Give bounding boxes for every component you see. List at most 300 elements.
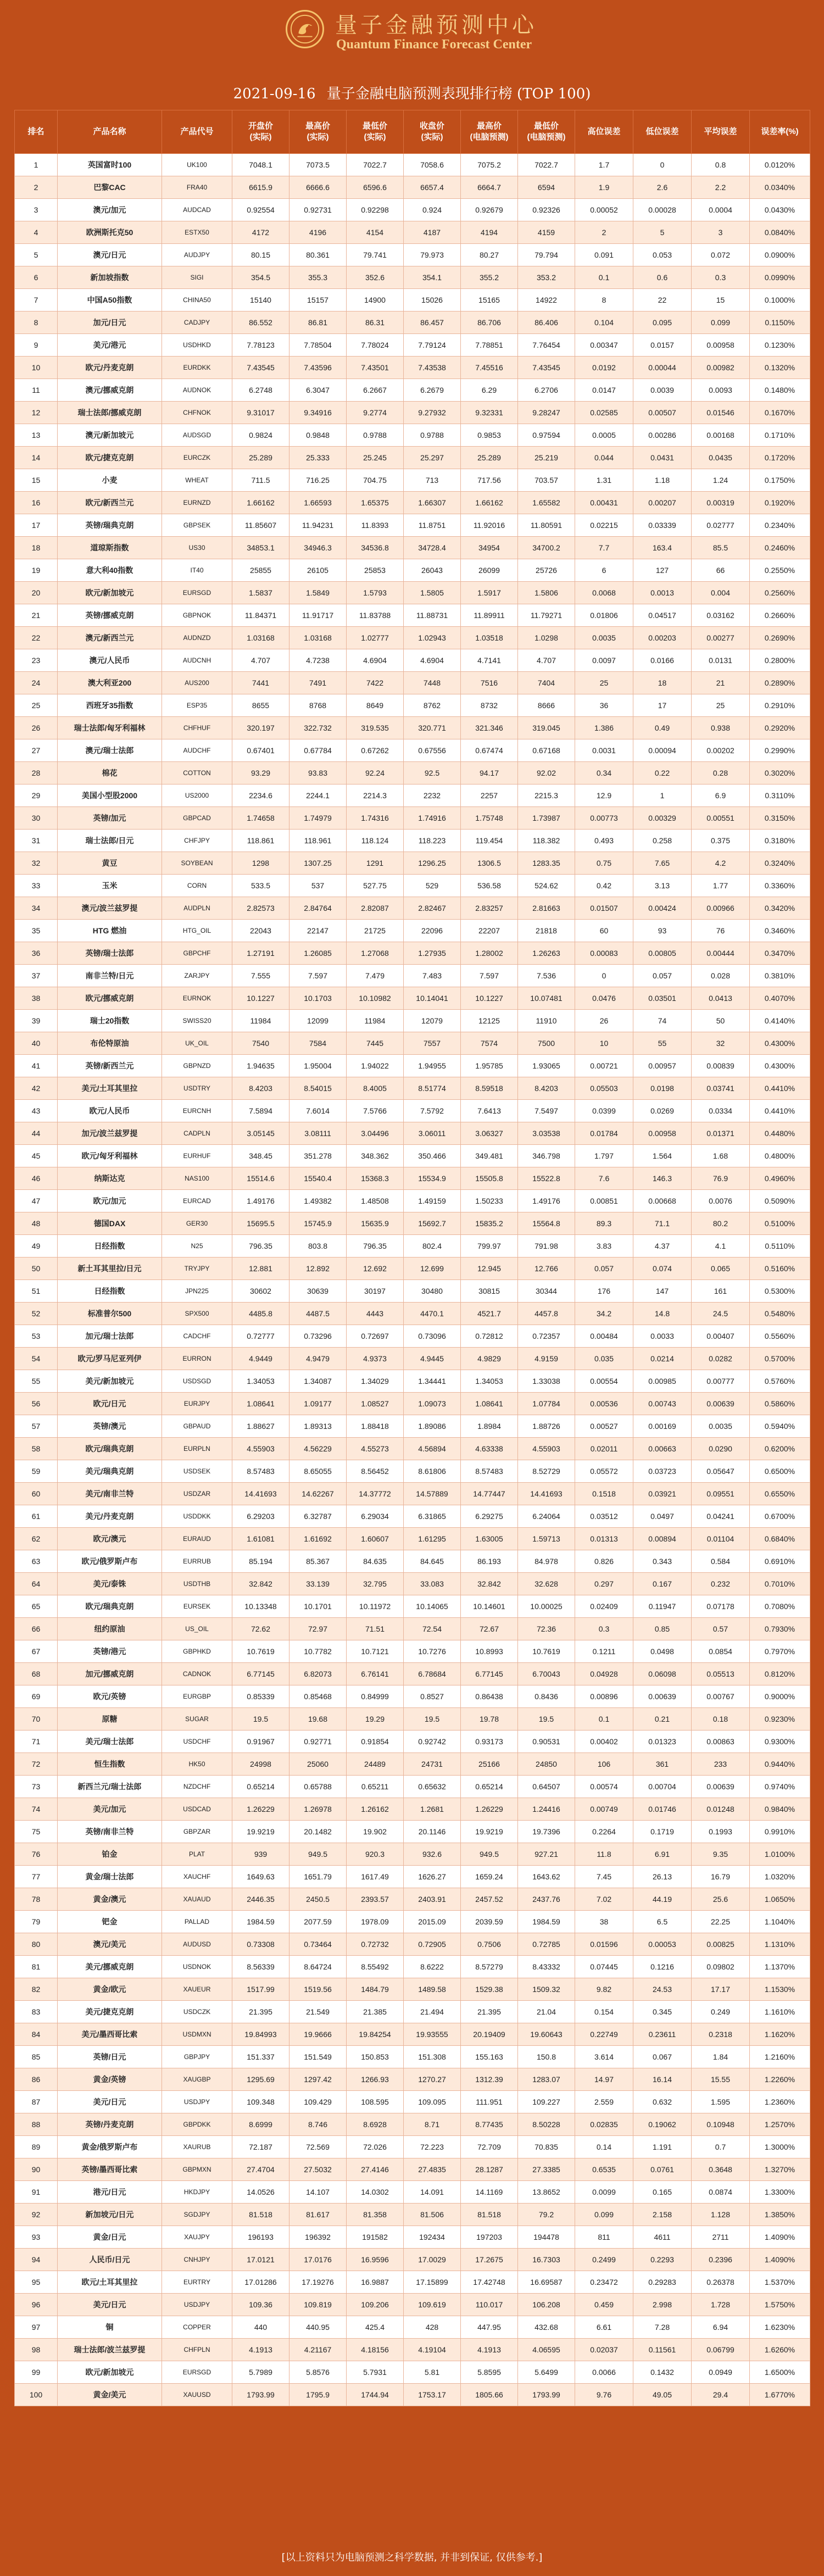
cell-product-name: 钯金 (58, 1911, 162, 1933)
cell-error-rate: 0.1230% (750, 334, 810, 357)
cell-product-code: COPPER (162, 2316, 232, 2339)
cell-open-actual: 6615.9 (232, 176, 289, 199)
table-row (15, 2384, 810, 2406)
cell-close-actual: 1626.27 (404, 1866, 461, 1888)
cell-low-error: 1 (633, 785, 692, 807)
cell-product-code: US2000 (162, 785, 232, 807)
cell-close-actual: 5.81 (404, 2361, 461, 2384)
cell-product-code: US30 (162, 537, 232, 559)
cell-product-name: 美国小型股2000 (58, 785, 162, 807)
cell-error-rate: 0.8120% (750, 1663, 810, 1685)
cell-open-actual: 25.289 (232, 447, 289, 469)
cell-product-code: N25 (162, 1235, 232, 1258)
cell-product-code: GBPNZD (162, 1055, 232, 1077)
cell-low-error: 0.053 (633, 244, 692, 266)
cell-close-actual: 529 (404, 875, 461, 897)
cell-high-predicted: 8.57279 (461, 1956, 518, 1978)
cell-high-actual: 440.95 (289, 2316, 347, 2339)
cell-high-error: 89.3 (575, 1212, 633, 1235)
cell-high-actual: 80.361 (289, 244, 347, 266)
cell-high-predicted: 4.1913 (461, 2339, 518, 2361)
table-row (15, 897, 810, 920)
cell-product-name: 瑞士20指数 (58, 1010, 162, 1032)
cell-rank: 10 (15, 357, 58, 379)
cell-average-error: 0.072 (692, 244, 750, 266)
cell-low-predicted: 8.52729 (518, 1460, 575, 1483)
cell-high-actual: 1.49382 (289, 1190, 347, 1212)
cell-low-error: 0.00663 (633, 1438, 692, 1460)
cell-rank: 19 (15, 559, 58, 582)
cell-error-rate: 0.1720% (750, 447, 810, 469)
cell-average-error: 4.2 (692, 852, 750, 875)
cell-average-error: 0.00958 (692, 334, 750, 357)
table-row (15, 1325, 810, 1348)
cell-high-predicted: 717.56 (461, 469, 518, 492)
cell-low-predicted: 30344 (518, 1280, 575, 1303)
cell-average-error: 0.01248 (692, 1798, 750, 1821)
report-date: 2021-09-16 (233, 86, 316, 102)
cell-low-actual: 14.0302 (347, 2181, 404, 2204)
table-row (15, 2046, 810, 2068)
cell-high-actual: 10.7782 (289, 1640, 347, 1663)
cell-high-predicted: 1.8984 (461, 1415, 518, 1438)
cell-low-predicted: 4.55903 (518, 1438, 575, 1460)
cell-error-rate: 0.5300% (750, 1280, 810, 1303)
cell-high-actual: 1.66593 (289, 492, 347, 514)
cell-low-error: 0.057 (633, 965, 692, 987)
cell-close-actual: 1296.25 (404, 852, 461, 875)
cell-low-error: 0.0166 (633, 649, 692, 672)
cell-close-actual: 2232 (404, 785, 461, 807)
cell-open-actual: 1298 (232, 852, 289, 875)
cell-average-error: 17.17 (692, 1978, 750, 2001)
cell-high-predicted: 6.77145 (461, 1663, 518, 1685)
cell-product-code: EURJPY (162, 1393, 232, 1415)
cell-rank: 16 (15, 492, 58, 514)
cell-low-error: 0.85 (633, 1618, 692, 1640)
cell-product-name: 西班牙35指数 (58, 694, 162, 717)
cell-average-error: 0.0413 (692, 987, 750, 1010)
table-row (15, 1483, 810, 1505)
table-row (15, 1708, 810, 1731)
cell-product-name: 玉米 (58, 875, 162, 897)
cell-rank: 17 (15, 514, 58, 537)
cell-low-actual: 1266.93 (347, 2068, 404, 2091)
cell-open-actual: 118.861 (232, 830, 289, 852)
cell-average-error: 2.2 (692, 176, 750, 199)
cell-close-actual: 109.619 (404, 2294, 461, 2316)
cell-low-predicted: 4.9159 (518, 1348, 575, 1370)
cell-average-error: 0.0093 (692, 379, 750, 402)
table-row (15, 717, 810, 739)
table-row (15, 221, 810, 244)
cell-low-predicted: 927.21 (518, 1843, 575, 1866)
cell-rank: 23 (15, 649, 58, 672)
cell-high-error: 0.02011 (575, 1438, 633, 1460)
cell-average-error: 0.09802 (692, 1956, 750, 1978)
cell-low-predicted: 319.045 (518, 717, 575, 739)
cell-product-name: 澳元/新加坡元 (58, 424, 162, 447)
cell-low-predicted: 524.62 (518, 875, 575, 897)
cell-product-code: EURSGD (162, 582, 232, 604)
cell-error-rate: 0.4300% (750, 1055, 810, 1077)
cell-product-name: 欧元/新加坡元 (58, 582, 162, 604)
table-row (15, 807, 810, 830)
cell-rank: 89 (15, 2136, 58, 2158)
cell-high-error: 0.00484 (575, 1325, 633, 1348)
column-header-line: 产品名称 (93, 127, 126, 136)
cell-low-actual: 1.65375 (347, 492, 404, 514)
cell-product-name: 中国A50指数 (58, 289, 162, 311)
cell-error-rate: 0.9440% (750, 1753, 810, 1776)
cell-product-name: HTG 燃油 (58, 920, 162, 942)
cell-high-error: 25 (575, 672, 633, 694)
cell-high-actual: 6.3047 (289, 379, 347, 402)
cell-rank: 18 (15, 537, 58, 559)
cell-low-actual: 8.6928 (347, 2113, 404, 2136)
cell-product-code: SOYBEAN (162, 852, 232, 875)
cell-close-actual: 21.494 (404, 2001, 461, 2023)
cell-high-error: 0.14 (575, 2136, 633, 2158)
cell-average-error: 233 (692, 1753, 750, 1776)
column-header-high-error (575, 110, 633, 154)
table-row (15, 762, 810, 785)
cell-average-error: 50 (692, 1010, 750, 1032)
cell-rank: 52 (15, 1303, 58, 1325)
cell-product-code: USDDKK (162, 1505, 232, 1528)
cell-high-predicted: 8.77435 (461, 2113, 518, 2136)
cell-error-rate: 0.9740% (750, 1776, 810, 1798)
cell-average-error: 80.2 (692, 1212, 750, 1235)
cell-high-actual: 15157 (289, 289, 347, 311)
cell-low-predicted: 11.80591 (518, 514, 575, 537)
cell-product-name: 澳元/日元 (58, 244, 162, 266)
cell-error-rate: 1.5370% (750, 2271, 810, 2294)
cell-high-error: 0.091 (575, 244, 633, 266)
cell-high-actual: 5.8576 (289, 2361, 347, 2384)
cell-error-rate: 0.4800% (750, 1145, 810, 1167)
cell-average-error: 0.26378 (692, 2271, 750, 2294)
cell-close-actual: 0.9788 (404, 424, 461, 447)
cell-close-actual: 8.51774 (404, 1077, 461, 1100)
cell-rank: 34 (15, 897, 58, 920)
cell-product-code: AUDNOK (162, 379, 232, 402)
cell-close-actual: 14.091 (404, 2181, 461, 2204)
cell-low-error: 0.22 (633, 762, 692, 785)
cell-product-code: SWISS20 (162, 1010, 232, 1032)
cell-high-predicted: 3.06327 (461, 1122, 518, 1145)
cell-product-name: 欧元/挪威克朗 (58, 987, 162, 1010)
column-header-line: 高位误差 (587, 127, 621, 136)
cell-high-actual: 109.819 (289, 2294, 347, 2316)
cell-error-rate: 0.2460% (750, 537, 810, 559)
cell-low-predicted: 7.43545 (518, 357, 575, 379)
cell-low-predicted: 92.02 (518, 762, 575, 785)
cell-error-rate: 0.6700% (750, 1505, 810, 1528)
cell-low-error: 0.0157 (633, 334, 692, 357)
cell-close-actual: 8.61806 (404, 1460, 461, 1483)
cell-rank: 46 (15, 1167, 58, 1190)
cell-high-actual: 17.19276 (289, 2271, 347, 2294)
cell-low-predicted: 1.0298 (518, 627, 575, 649)
cell-high-predicted: 5.8595 (461, 2361, 518, 2384)
table-row (15, 1595, 810, 1618)
cell-low-actual: 1.02777 (347, 627, 404, 649)
cell-close-actual: 10.7276 (404, 1640, 461, 1663)
cell-product-code: GBPDKK (162, 2113, 232, 2136)
cell-close-actual: 22096 (404, 920, 461, 942)
cell-average-error: 24.5 (692, 1303, 750, 1325)
table-row (15, 627, 810, 649)
cell-low-actual: 1.27068 (347, 942, 404, 965)
cell-product-code: CHFNOK (162, 402, 232, 424)
cell-low-predicted: 4.707 (518, 649, 575, 672)
cell-high-error: 0.1 (575, 1708, 633, 1731)
cell-high-actual: 4196 (289, 221, 347, 244)
cell-close-actual: 24731 (404, 1753, 461, 1776)
column-header-close-actual (404, 110, 461, 154)
column-header-low-predicted (518, 110, 575, 154)
cell-product-code: GBPJPY (162, 2046, 232, 2068)
cell-error-rate: 0.5160% (750, 1258, 810, 1280)
cell-high-predicted: 536.58 (461, 875, 518, 897)
cell-high-predicted: 7.597 (461, 965, 518, 987)
cell-high-predicted: 110.017 (461, 2294, 518, 2316)
cell-open-actual: 354.5 (232, 266, 289, 289)
cell-close-actual: 11.88731 (404, 604, 461, 627)
cell-low-actual: 0.72697 (347, 1325, 404, 1348)
table-row (15, 334, 810, 357)
cell-product-name: 黄金/日元 (58, 2226, 162, 2249)
cell-close-actual: 20.1146 (404, 1821, 461, 1843)
cell-product-name: 德国DAX (58, 1212, 162, 1235)
cell-low-actual: 19.902 (347, 1821, 404, 1843)
logo-emblem (286, 10, 324, 48)
cell-close-actual: 1.09073 (404, 1393, 461, 1415)
cell-product-name: 欧元/瑞典克朗 (58, 1595, 162, 1618)
cell-low-predicted: 7022.7 (518, 154, 575, 176)
cell-open-actual: 0.85339 (232, 1685, 289, 1708)
cell-error-rate: 0.0900% (750, 244, 810, 266)
cell-open-actual: 7.43545 (232, 357, 289, 379)
cell-rank: 2 (15, 176, 58, 199)
cell-high-error: 0.1518 (575, 1483, 633, 1505)
cell-high-actual: 1.61692 (289, 1528, 347, 1550)
cell-high-error: 0.00083 (575, 942, 633, 965)
cell-high-predicted: 11.92016 (461, 514, 518, 537)
cell-close-actual: 6.2679 (404, 379, 461, 402)
cell-error-rate: 0.5110% (750, 1235, 810, 1258)
cell-error-rate: 0.7970% (750, 1640, 810, 1663)
cell-low-predicted: 1.24416 (518, 1798, 575, 1821)
cell-low-actual: 4.6904 (347, 649, 404, 672)
cell-open-actual: 151.337 (232, 2046, 289, 2068)
cell-rank: 1 (15, 154, 58, 176)
cell-product-name: 布伦特原油 (58, 1032, 162, 1055)
cell-high-predicted: 2039.59 (461, 1911, 518, 1933)
cell-low-predicted: 7.5497 (518, 1100, 575, 1122)
cell-product-code: WHEAT (162, 469, 232, 492)
cell-high-actual: 10.1703 (289, 987, 347, 1010)
cell-open-actual: 1649.63 (232, 1866, 289, 1888)
cell-low-error: 71.1 (633, 1212, 692, 1235)
cell-high-predicted: 26099 (461, 559, 518, 582)
cell-high-error: 0.00554 (575, 1370, 633, 1393)
cell-error-rate: 0.9230% (750, 1708, 810, 1731)
cell-rank: 73 (15, 1776, 58, 1798)
cell-product-code: FRA40 (162, 176, 232, 199)
table-row (15, 176, 810, 199)
cell-high-actual: 4487.5 (289, 1303, 347, 1325)
cell-average-error: 0.00639 (692, 1776, 750, 1798)
cell-error-rate: 0.6910% (750, 1550, 810, 1573)
cell-low-predicted: 1.65582 (518, 492, 575, 514)
cell-high-error: 1.31 (575, 469, 633, 492)
cell-close-actual: 1.5805 (404, 582, 461, 604)
cell-rank: 83 (15, 2001, 58, 2023)
cell-high-error: 0.459 (575, 2294, 633, 2316)
cell-open-actual: 1295.69 (232, 2068, 289, 2091)
cell-close-actual: 4.19104 (404, 2339, 461, 2361)
cell-close-actual: 19.93555 (404, 2023, 461, 2046)
table-row (15, 1010, 810, 1032)
cell-high-predicted: 1306.5 (461, 852, 518, 875)
cell-low-actual: 16.9887 (347, 2271, 404, 2294)
cell-rank: 3 (15, 199, 58, 221)
cell-close-actual: 4.56894 (404, 1438, 461, 1460)
cell-high-error: 0.75 (575, 852, 633, 875)
cell-product-name: 黄金/俄罗斯卢布 (58, 2136, 162, 2158)
cell-low-error: 0.03723 (633, 1460, 692, 1483)
cell-rank: 12 (15, 402, 58, 424)
table-row (15, 514, 810, 537)
table-row (15, 1438, 810, 1460)
cell-error-rate: 0.7080% (750, 1595, 810, 1618)
disclaimer-footer: [以上资料只为电脑预测之科学数据, 并非到保证, 仅供参考.] (281, 2552, 543, 2563)
cell-high-error: 9.82 (575, 1978, 633, 2001)
cell-high-predicted: 1.08641 (461, 1393, 518, 1415)
cell-close-actual: 9.27932 (404, 402, 461, 424)
cell-average-error: 0.0035 (692, 1415, 750, 1438)
table-row (15, 1776, 810, 1798)
cell-low-error: 74 (633, 1010, 692, 1032)
cell-low-predicted: 703.57 (518, 469, 575, 492)
column-header-line: 平均误差 (704, 127, 737, 136)
cell-product-name: 欧元/人民币 (58, 1100, 162, 1122)
cell-low-actual: 8649 (347, 694, 404, 717)
column-header-line: 低位误差 (645, 127, 679, 136)
table-row (15, 852, 810, 875)
table-row (15, 2204, 810, 2226)
cell-high-error: 0.493 (575, 830, 633, 852)
cell-error-rate: 0.5560% (750, 1325, 810, 1348)
cell-error-rate: 0.2560% (750, 582, 810, 604)
cell-rank: 11 (15, 379, 58, 402)
cell-average-error: 0.00982 (692, 357, 750, 379)
table-row (15, 694, 810, 717)
cell-close-actual: 3.06011 (404, 1122, 461, 1145)
cell-high-actual: 1.95004 (289, 1055, 347, 1077)
cell-close-actual: 33.083 (404, 1573, 461, 1595)
cell-low-predicted: 84.978 (518, 1550, 575, 1573)
cell-high-predicted: 0.7506 (461, 1933, 518, 1956)
cell-low-predicted: 7.76454 (518, 334, 575, 357)
cell-low-actual: 81.358 (347, 2204, 404, 2226)
table-row (15, 1212, 810, 1235)
cell-product-code: EURCAD (162, 1190, 232, 1212)
cell-low-actual: 30197 (347, 1280, 404, 1303)
cell-high-predicted: 1.26229 (461, 1798, 518, 1821)
cell-low-predicted: 4159 (518, 221, 575, 244)
cell-open-actual: 4.707 (232, 649, 289, 672)
cell-average-error: 1.84 (692, 2046, 750, 2068)
cell-high-actual: 1307.25 (289, 852, 347, 875)
cell-rank: 28 (15, 762, 58, 785)
column-header-line: 产品代号 (180, 127, 214, 136)
cell-low-actual: 108.595 (347, 2091, 404, 2113)
cell-open-actual: 7.555 (232, 965, 289, 987)
cell-low-predicted: 6.70043 (518, 1663, 575, 1685)
cell-low-actual: 5.7931 (347, 2361, 404, 2384)
cell-product-code: CADPLN (162, 1122, 232, 1145)
cell-rank: 94 (15, 2249, 58, 2271)
cell-product-name: 欧元/新西兰元 (58, 492, 162, 514)
cell-low-predicted: 86.406 (518, 311, 575, 334)
cell-product-name: 铜 (58, 2316, 162, 2339)
cell-product-code: EURHUF (162, 1145, 232, 1167)
table-row (15, 1235, 810, 1258)
cell-product-code: ESP35 (162, 694, 232, 717)
cell-average-error: 0.03162 (692, 604, 750, 627)
table-row (15, 1167, 810, 1190)
cell-high-actual: 8.64724 (289, 1956, 347, 1978)
cell-product-code: XAUEUR (162, 1978, 232, 2001)
cell-average-error: 6.9 (692, 785, 750, 807)
cell-product-code: EURNZD (162, 492, 232, 514)
cell-low-error: 0.0013 (633, 582, 692, 604)
cell-high-error: 14.97 (575, 2068, 633, 2091)
cell-low-error: 0.1719 (633, 1821, 692, 1843)
cell-high-actual: 7584 (289, 1032, 347, 1055)
cell-low-predicted: 0.90531 (518, 1731, 575, 1753)
cell-high-error: 0.07445 (575, 1956, 633, 1978)
cell-low-predicted: 13.8652 (518, 2181, 575, 2204)
cell-high-actual: 19.9666 (289, 2023, 347, 2046)
cell-high-error: 1.386 (575, 717, 633, 739)
cell-product-name: 瑞士法郎/日元 (58, 830, 162, 852)
cell-close-actual: 0.67556 (404, 739, 461, 762)
table-row (15, 1550, 810, 1573)
cell-product-code: AUDNZD (162, 627, 232, 649)
cell-product-name: 日经指数 (58, 1280, 162, 1303)
cell-high-actual: 6.82073 (289, 1663, 347, 1685)
cell-high-predicted: 119.454 (461, 830, 518, 852)
table-row (15, 1798, 810, 1821)
cell-rank: 56 (15, 1393, 58, 1415)
cell-product-name: 欧元/丹麦克朗 (58, 357, 162, 379)
cell-error-rate: 0.9300% (750, 1731, 810, 1753)
cell-product-name: 人民币/日元 (58, 2249, 162, 2271)
cell-rank: 100 (15, 2384, 58, 2406)
cell-high-predicted: 1.5917 (461, 582, 518, 604)
cell-open-actual: 8.4203 (232, 1077, 289, 1100)
cell-low-actual: 2393.57 (347, 1888, 404, 1911)
cell-product-name: 恒生指数 (58, 1753, 162, 1776)
cell-low-error: 0.0214 (633, 1348, 692, 1370)
cell-product-code: CADJPY (162, 311, 232, 334)
cell-low-actual: 27.4146 (347, 2158, 404, 2181)
cell-low-error: 24.53 (633, 1978, 692, 2001)
